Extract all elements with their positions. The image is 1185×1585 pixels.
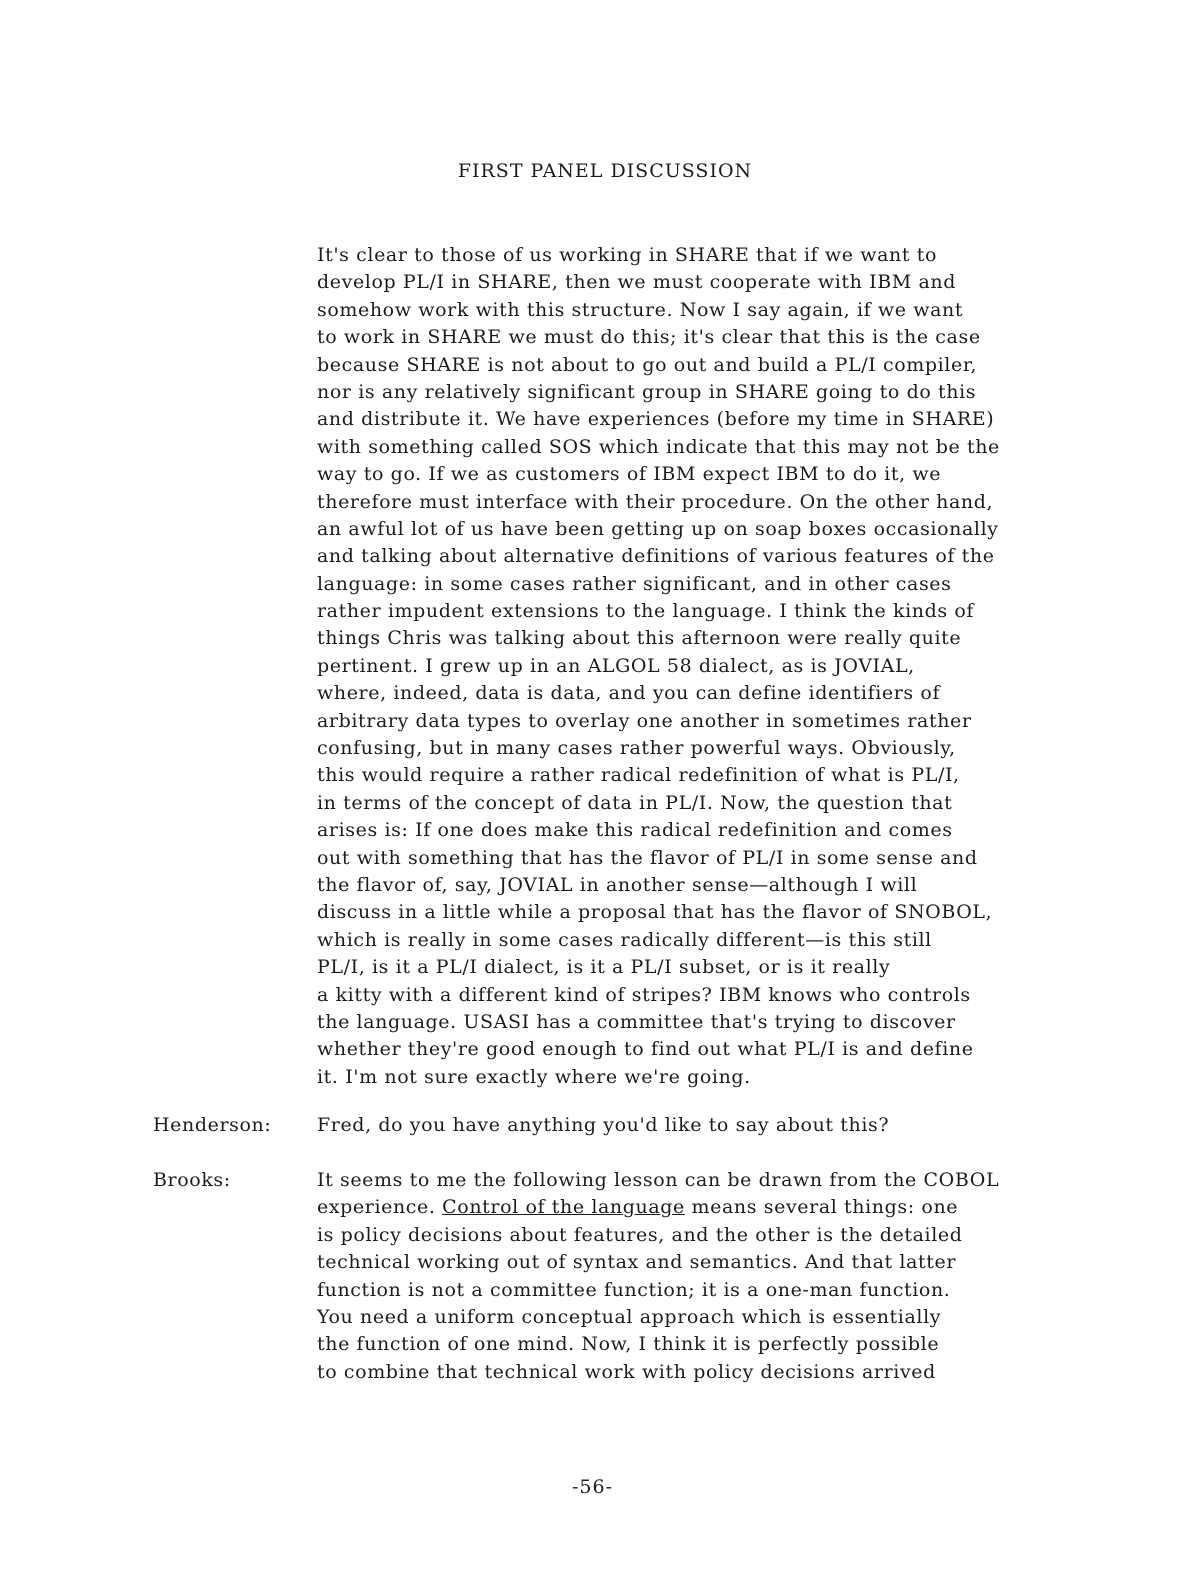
text-line: because SHARE is not about to go out and build a PL/I compiler, bbox=[317, 353, 978, 376]
text-line bbox=[317, 1194, 1137, 1221]
text-line: in terms of the concept of data in PL/I. Now, the question that bbox=[317, 791, 953, 814]
underlined-phrase: Control of the language bbox=[442, 1196, 685, 1219]
text-line: pertinent. I grew up in an ALGOL 58 dialect, as is JOVIAL, bbox=[317, 654, 915, 677]
text-line: discuss in a little while a proposal that has the flavor of SNOBOL, bbox=[317, 901, 993, 924]
text-line: You need a uniform conceptual approach which is essentially bbox=[317, 1305, 942, 1328]
text-line: function is not a committee function; it is a one-man function. bbox=[317, 1278, 951, 1301]
text-line: therefore must interface with their procedure. On the other hand, bbox=[317, 490, 994, 513]
text-line: nor is any relatively significant group in SHARE going to do this bbox=[317, 380, 977, 403]
text-line: things Chris was talking about this afternoon were really quite bbox=[317, 627, 962, 650]
text-line: and distribute it. We have experiences (before my time in SHARE) bbox=[317, 408, 995, 431]
text-line: where, indeed, data is data, and you can define identifiers of bbox=[317, 682, 941, 705]
text-fragment: experience. bbox=[317, 1196, 443, 1219]
text-line: the function of one mind. Now, I think it is perfectly possible bbox=[317, 1333, 940, 1356]
speaker-brooks: Brooks: bbox=[153, 1169, 231, 1191]
text-line: develop PL/I in SHARE, then we must cooperate with IBM and bbox=[317, 271, 956, 294]
text-line: somehow work with this structure. Now I say again, if we want bbox=[317, 298, 964, 321]
text-line: arbitrary data types to overlay one another in sometimes rather bbox=[317, 709, 972, 732]
text-line: which is really in some cases radically different—is this still bbox=[317, 928, 932, 951]
continuation-paragraph bbox=[317, 242, 1137, 1091]
text-line: to combine that technical work with policy decisions arrived bbox=[317, 1360, 936, 1383]
text-line: PL/I, is it a PL/I dialect, is it a PL/I subset, or is it really bbox=[317, 956, 891, 979]
text-line: with something called SOS which indicate that this may not be the bbox=[317, 435, 1000, 458]
page-title: FIRST PANEL DISCUSSION bbox=[457, 160, 753, 182]
text-line: the language. USASI has a committee that's trying to discover bbox=[317, 1010, 956, 1033]
text-line: this would require a rather radical redefinition of what is PL/I, bbox=[317, 764, 960, 787]
brooks-paragraph bbox=[317, 1167, 1137, 1386]
text-line: an awful lot of us have been getting up on soap boxes occasionally bbox=[317, 517, 999, 540]
text-line: confusing, but in many cases rather powerful ways. Obviously, bbox=[317, 737, 956, 760]
text-line: out with something that has the flavor of PL/I in some sense and bbox=[317, 846, 978, 869]
text-line: It's clear to those of us working in SHARE that if we want to bbox=[317, 244, 937, 266]
text-line: language: in some cases rather significant, and in other cases bbox=[317, 572, 952, 595]
text-line: It seems to me the following lesson can be drawn from the COBOL bbox=[317, 1169, 1000, 1191]
text-line: arises is: If one does make this radical redefinition and comes bbox=[317, 819, 953, 842]
text-line: Fred, do you have anything you'd like to say about this? bbox=[317, 1114, 890, 1136]
text-line: a kitty with a different kind of stripes? IBM knows who controls bbox=[317, 983, 971, 1006]
text-line: and talking about alternative definitions of various features of the bbox=[317, 545, 995, 568]
text-line: it. I'm not sure exactly where we're going. bbox=[317, 1065, 751, 1088]
henderson-paragraph bbox=[317, 1112, 1137, 1139]
text-line: way to go. If we as customers of IBM expect IBM to do it, we bbox=[317, 463, 942, 486]
page-number: -56- bbox=[571, 1476, 614, 1498]
text-line: technical working out of syntax and semantics. And that latter bbox=[317, 1251, 957, 1274]
text-line: is policy decisions about features, and the other is the detailed bbox=[317, 1223, 963, 1246]
text-line: to work in SHARE we must do this; it's clear that this is the case bbox=[317, 326, 981, 349]
speaker-henderson: Henderson: bbox=[153, 1114, 272, 1136]
text-line: rather impudent extensions to the language. I think the kinds of bbox=[317, 600, 975, 623]
text-line: the flavor of, say, JOVIAL in another sense—although I will bbox=[317, 873, 918, 896]
text-fragment: means several things: one bbox=[684, 1196, 959, 1219]
text-line: whether they're good enough to find out what PL/I is and define bbox=[317, 1038, 974, 1061]
